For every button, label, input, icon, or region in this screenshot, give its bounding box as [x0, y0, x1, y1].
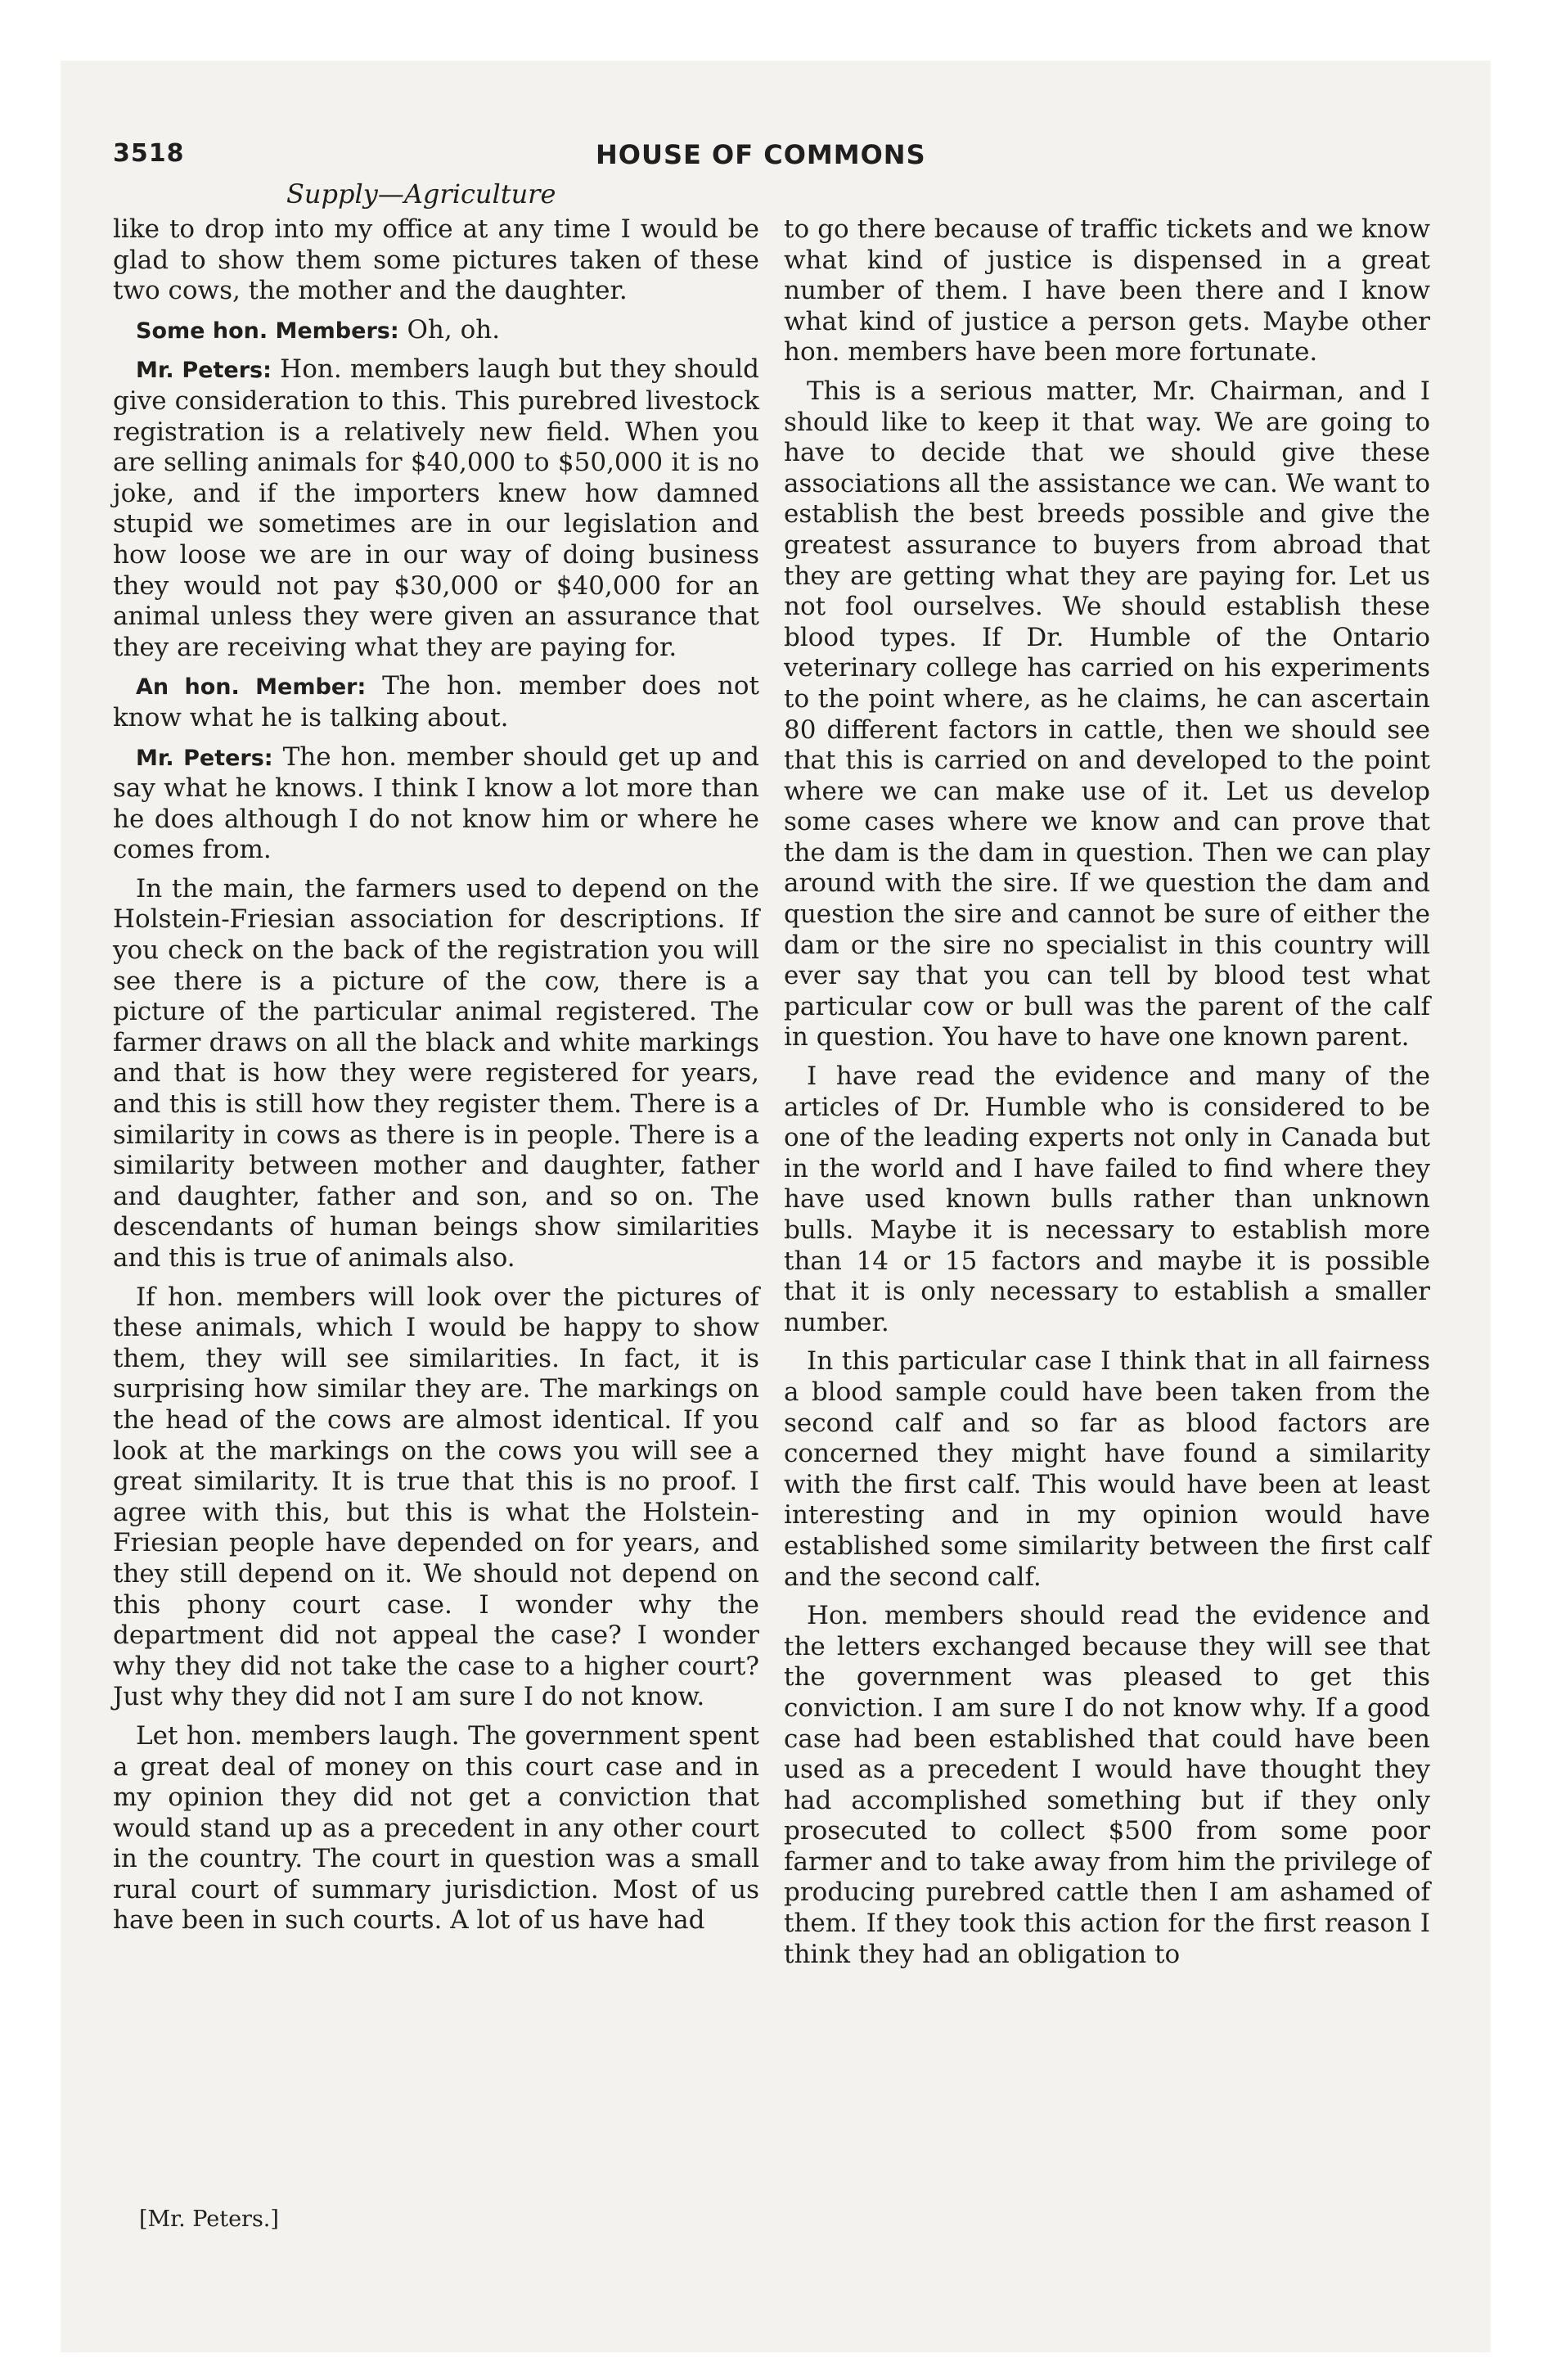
speaker-name: Some hon. Members:: [136, 318, 399, 344]
speaker-name: Mr. Peters:: [136, 358, 272, 384]
paragraph: Hon. members should read the evidence and the letters exchanged because they will see that the government was pleased to get this conviction. I am sure I do not know why. If a good case had been established that could have been used as a precedent I would have thought they had accomplished something but if they only prosecuted to collect $500 from some poor farmer and to take away from him the privilege of producing purebred cattle then I am ashamed of them. If they took this action for the first reason I think they had an obligation to: [784, 1601, 1430, 1969]
running-head: HOUSE OF COMMONS: [596, 139, 926, 170]
section-subtitle: Supply—Agriculture: [286, 178, 556, 210]
paragraph: If hon. members will look over the pictures of these animals, which I would be happy to show them, they will see similarities. In fact, it is surprising how similar they are. The markings on the head of the cows are almost identical. If you look at the markings on the cows you will see a great similarity. It is true that this is no proof. I agree with this, but this is what the Holstein-Friesian people have depended on for years, and they still depend on it. We should not depend on this phony court case. I wonder why the department did not appeal the case? I wonder why they did not take the case to a higher court? Just why they did not I am sure I do not know.: [113, 1282, 759, 1712]
speech-text: The hon. member does not know what he is talking about.: [113, 671, 759, 732]
paragraph: like to drop into my office at any time I would be glad to show them some pictures taken of these two cows, the mother and the daughter.: [113, 214, 759, 306]
paragraph: [113, 315, 759, 347]
speech-text: Oh, oh.: [407, 314, 501, 345]
paragraph: [113, 671, 759, 733]
paragraph: to go there because of traffic tickets and we know what kind of justice is dispensed in a great number of them. I have been there and I know what kind of justice a person gets. Maybe other hon. members have been more fortunate.: [784, 214, 1430, 367]
speaker-name: An hon. Member:: [136, 674, 367, 701]
speaker-footer-note: [Mr. Peters.]: [139, 2206, 279, 2232]
paragraph: [113, 742, 759, 866]
left-column: [113, 214, 759, 1945]
paragraph: Let hon. members laugh. The government spent a great deal of money on this court case and in my opinion they did not get a conviction that would stand up as a precedent in any other court in the country. The court in question was a small rural court of summary jurisdiction. Most of us have been in such courts. A lot of us have had: [113, 1720, 759, 1936]
right-column: [784, 214, 1430, 1978]
paragraph: This is a serious matter, Mr. Chairman, and I should like to keep it that way. We are going to have to decide that we should give these associations all the assistance we can. We want to establish the best breeds possible and give the greatest assurance to buyers from abroad that they are getting what they are paying for. Let us not fool ourselves. We should establish these blood types. If Dr. Humble of the Ontario veterinary college has carried on his experiments to the point where, as he claims, he can ascertain 80 different factors in cattle, then we should see that this is carried on and developed to the point where we can make use of it. Let us develop some cases where we know and can prove that the dam is the dam in question. Then we can play around with the sire. If we question the dam and question the sire and cannot be sure of either the dam or the sire no specialist in this country will ever say that you can tell by blood test what particular cow or bull was the parent of the calf in question. You have to have one known parent.: [784, 376, 1430, 1053]
paragraph: In the main, the farmers used to depend on the Holstein-Friesian association for descriptions. If you check on the back of the registration you will see there is a picture of the cow, there is a picture of the particular animal registered. The farmer draws on all the black and white markings and that is how they were registered for years, and this is still how they register them. There is a similarity in cows as there is in people. There is a similarity between mother and daughter, father and daughter, father and son, and so on. The descendants of human beings show similarities and this is true of animals also.: [113, 873, 759, 1273]
speech-text: Hon. members laugh but they should give consideration to this. This purebred livestock registration is a relatively new field. When you are selling animals for $40,000 to $50,000 it is no joke, and if the importers knew how damned stupid we sometimes are in our legislation and how loose we are in our way of doing business they would not pay $30,000 or $40,000 for an animal unless they were given an assurance that they are receiving what they are paying for.: [113, 354, 760, 662]
speaker-name: Mr. Peters:: [136, 745, 273, 771]
speech-text: The hon. member should get up and say what he knows. I think I know a lot more than he does although I do not know him or where he comes from.: [113, 741, 760, 865]
paragraph: I have read the evidence and many of the articles of Dr. Humble who is considered to be one of the leading experts not only in Canada but in the world and I have failed to find where they have used known bulls rather than unknown bulls. Maybe it is necessary to establish more than 14 or 15 factors and maybe it is possible that it is only necessary to establish a smaller number.: [784, 1062, 1430, 1337]
page-number: 3518: [113, 139, 185, 168]
paragraph: [113, 354, 759, 663]
paragraph: In this particular case I think that in all fairness a blood sample could have been taken from the second calf and so far as blood factors are concerned they might have found a similarity with the first calf. This would have been at least interesting and in my opinion would have established some similarity between the first calf and the second calf.: [784, 1346, 1430, 1592]
